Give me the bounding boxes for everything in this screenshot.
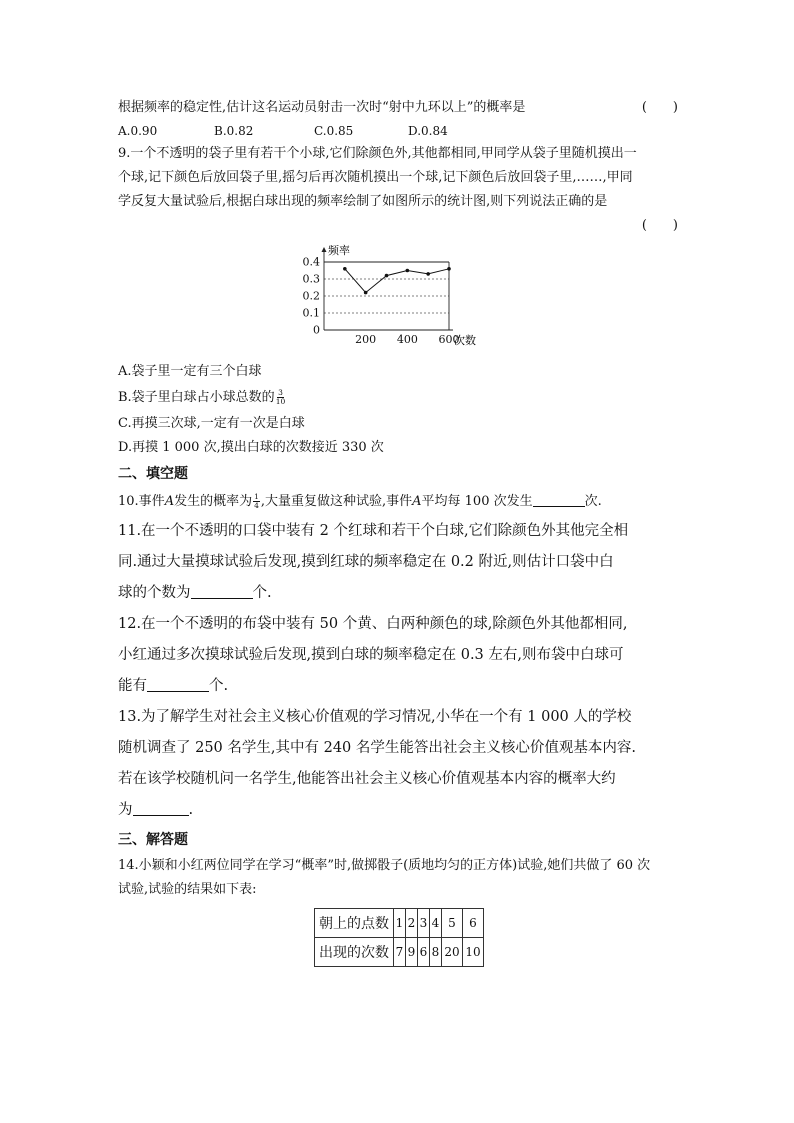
q10-answer-blank[interactable] bbox=[533, 492, 585, 507]
q9-line2: 个球,记下颜色后放回袋子里,摇匀后再次随机摸出一个球,记下颜色后放回袋子里,……,甲同 bbox=[118, 170, 633, 185]
table-header-cell: 朝上的点数 bbox=[315, 909, 394, 938]
q9-answer-bracket: ( ) bbox=[641, 218, 678, 233]
q13-answer-blank[interactable] bbox=[133, 801, 189, 816]
q11-answer-blank[interactable] bbox=[191, 584, 253, 599]
y-tick-label: 0.2 bbox=[302, 289, 320, 303]
q13-line2: 随机调查了 250 名学生,其中有 240 名学生能答出社会主义核心价值观基本内容. bbox=[118, 740, 637, 756]
chart-series bbox=[343, 267, 451, 294]
q9-line1: 9.一个不透明的袋子里有若干个小球,它们除颜色外,其他都相同,甲同学从袋子里随机摸出一 bbox=[118, 146, 637, 161]
q8-options bbox=[118, 120, 678, 142]
x-tick-label: 600 bbox=[438, 333, 460, 346]
q9-option-c: C.再摸三次球,一定有一次是白球 bbox=[118, 416, 305, 431]
section-solution-questions: 三、解答题 bbox=[118, 832, 188, 848]
q13-line4: 为 . bbox=[118, 802, 194, 818]
q10: 10.事件A发生的概率为 $\frac{1}{4}$ ,大量重复做这种试验,事件A平均每 100 次发生 次. bbox=[118, 492, 602, 510]
q11-line1: 11.在一个不透明的口袋中装有 2 个红球和若干个白球,它们除颜色外其他完全相 bbox=[118, 523, 629, 539]
q14-line2: 试验,试验的结果如下表: bbox=[118, 882, 257, 897]
table-cell: 1 bbox=[394, 909, 406, 938]
table-cell: 20 bbox=[442, 938, 463, 967]
table-cell: 6 bbox=[418, 938, 430, 967]
q9-option-b: B.袋子里白球占小球总数的 $\frac{3}{10}$ bbox=[118, 388, 286, 406]
y-axis-arrow bbox=[322, 247, 327, 252]
q12-answer-blank[interactable] bbox=[147, 677, 209, 692]
q11-line2: 同.通过大量摸球试验后发现,摸到红球的频率稳定在 0.2 附近,则估计口袋中白 bbox=[118, 554, 614, 570]
section-fill-in-blank: 二、填空题 bbox=[118, 466, 188, 482]
table-cell: 5 bbox=[442, 909, 463, 938]
chart-ticks bbox=[303, 256, 460, 347]
y-tick-label: 0 bbox=[313, 323, 320, 337]
data-point bbox=[364, 291, 368, 295]
dice-results-table bbox=[314, 908, 484, 967]
q9-option-a: A.袋子里一定有三个白球 bbox=[118, 364, 262, 379]
table-cell: 4 bbox=[430, 909, 442, 938]
table-cell: 7 bbox=[394, 938, 406, 967]
frequency-line-chart-svg bbox=[294, 244, 494, 356]
x-tick-label: 200 bbox=[355, 333, 377, 346]
x-tick-label: 400 bbox=[396, 333, 418, 346]
q13-line1: 13.为了解学生对社会主义核心价值观的学习情况,小华在一个有 1 000 人的学校 bbox=[118, 709, 632, 725]
table-row bbox=[315, 909, 484, 938]
worksheet-page bbox=[118, 96, 678, 967]
fraction-one-quarter: $\frac{1}{4}$ bbox=[254, 492, 259, 510]
frequency-chart bbox=[294, 244, 494, 356]
data-point bbox=[385, 274, 389, 278]
table-cell: 2 bbox=[406, 909, 418, 938]
chart-axes bbox=[322, 247, 454, 330]
q8-option-a: A.0.90 bbox=[118, 124, 158, 138]
chart-y-axis-label: 频率 bbox=[328, 244, 350, 257]
q8-option-d: D.0.84 bbox=[408, 124, 448, 138]
table-cell: 3 bbox=[418, 909, 430, 938]
table-row bbox=[315, 938, 484, 967]
q12-line3: 能有 个. bbox=[118, 678, 229, 694]
chart-x-axis-label: 次数 bbox=[454, 334, 476, 347]
table-cell: 9 bbox=[406, 938, 418, 967]
q8-stem: 根据频率的稳定性,估计这名运动员射击一次时“射中九环以上”的概率是 ( ) bbox=[118, 96, 678, 120]
q13-line3: 若在该学校随机问一名学生,他能答出社会主义核心价值观基本内容的概率大约 bbox=[118, 771, 616, 787]
y-tick-label: 0.3 bbox=[302, 272, 320, 286]
q8-answer-bracket: ( ) bbox=[641, 100, 678, 115]
q8-option-b: B.0.82 bbox=[214, 124, 254, 138]
q12-line1: 12.在一个不透明的布袋中装有 50 个黄、白两种颜色的球,除颜色外其他都相同, bbox=[118, 616, 628, 632]
table-header-cell: 出现的次数 bbox=[315, 938, 394, 967]
data-point bbox=[426, 272, 430, 276]
q9-line3: 学反复大量试验后,根据白球出现的频率绘制了如图所示的统计图,则下列说法正确的是 bbox=[118, 194, 608, 209]
q14-line1: 14.小颖和小红两位同学在学习“概率”时,做掷骰子(质地均匀的正方体)试验,她们共做了 60 次 bbox=[118, 858, 651, 873]
table-cell: 8 bbox=[430, 938, 442, 967]
data-point bbox=[343, 267, 347, 271]
chart-grid bbox=[324, 279, 449, 313]
fraction-three-tenths: $\frac{3}{10}$ bbox=[275, 388, 286, 406]
q11-line3: 球的个数为 个. bbox=[118, 585, 272, 601]
table-cell: 6 bbox=[463, 909, 484, 938]
y-tick-label: 0.4 bbox=[302, 255, 320, 269]
data-point bbox=[406, 269, 410, 273]
q9-option-d: D.再摸 1 000 次,摸出白球的次数接近 330 次 bbox=[118, 440, 384, 455]
q8-option-c: C.0.85 bbox=[314, 124, 354, 138]
y-tick-label: 0.1 bbox=[302, 306, 320, 320]
data-point bbox=[447, 267, 451, 271]
frequency-series-line bbox=[345, 269, 449, 293]
q12-line2: 小红通过多次摸球试验后发现,摸到白球的频率稳定在 0.3 左右,则布袋中白球可 bbox=[118, 647, 624, 663]
table-cell: 10 bbox=[463, 938, 484, 967]
